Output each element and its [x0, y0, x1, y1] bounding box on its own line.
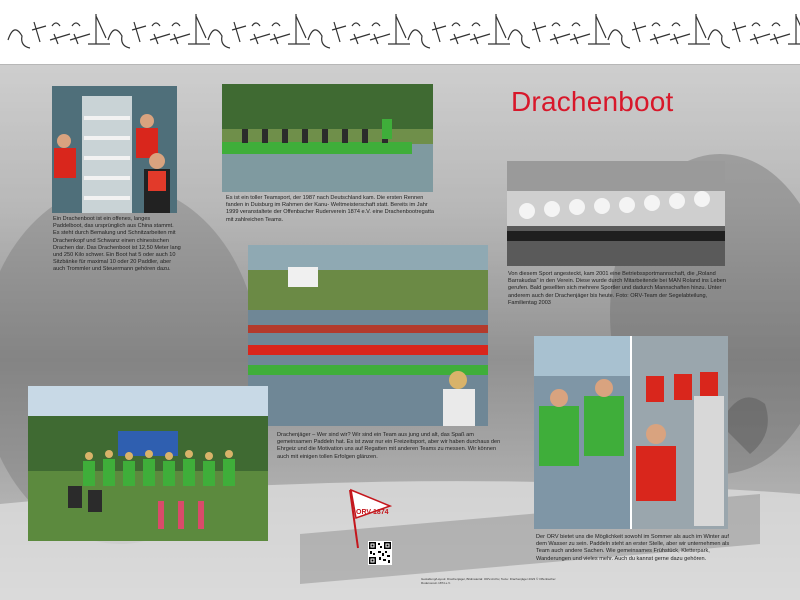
credits-text: Gestaltung/Layout: Drachenjäger, Bildmaterial: ORV-Archiv, Texte: Drachenjäger 2023 © Offenbacher Ruderverein 1874 e.V.	[421, 577, 556, 585]
photo-historic-crew	[507, 161, 725, 266]
rowing-pictogram-icon	[0, 0, 800, 64]
intro-text: Ein Drachenboot ist ein offenes, langes Paddelboot, das ursprünglich aus China stammt. Es steht durch Bemalung und Schnitzarbeiten mit Drachenkopf und Schwanz einen chinesischen Drachen dar. Das Drachenboot ist 12,50 Meter lang und 250 Kilo schwer. Ein Boot hat 5 oder auch 10 Sitzbänke für maximal 10 oder 20 Paddler, aber auch Trommler und Steuermann gehören dazu.	[53, 216, 181, 273]
header-banner	[0, 0, 800, 65]
club-history-text: Von diesem Sport angesteckt, kam 2001 eine Betriebssportmannschaft, die „Roland Barrakudas“ in den Verein. Diese wurde durch Mitarbeitende bei MAN Roland ins Leben gerufen. Bald gesellten sich mehrere Sportler und dadurch Mannschaften hinzu. Unter anderem auch der Drachenjäger bis heute. Foto: ORV-Team der Segelabteilung, Familientag 2003	[508, 271, 726, 306]
photo-team-group	[28, 386, 268, 541]
qr-code-icon[interactable]	[368, 541, 392, 565]
page-title: Drachenboot	[511, 86, 674, 117]
offer-text: Der ORV bietet uns die Möglichkeit sowohl im Sommer als auch im Winter auf dem Wasser zu sein. Paddeln steht an erster Stelle, aber wir unternehmen als Team auch andere Sachen. Wie gemeinsames Frühstück, Kletterpark, Wanderungen und vieles mehr. Auch du kannst gerne dazu gehören.	[536, 534, 730, 562]
history-text: Es ist ein toller Teamsport, der 1987 nach Deutschland kam. Die ersten Rennen fanden in Duisburg im Rahmen der Kanu- Weltmeisterschaft statt. Bereits im Jahr 1999 veranstaltete der Offenbacher Ruderverein 1874 e.V. eine Drachenbootregatta mit zahlreichen Teams.	[226, 195, 435, 223]
team-intro-text: Drachenjäger – Wer sind wir? Wir sind ein Team aus jung und alt, das Spaß am gemeinsamen Paddeln hat. Es ist zwar nur ein Freizeitsport, aber wir haben durchaus den Ehrgeiz und die Motivation uns auf Regatten mit anderen Teams zu messen. Wir können auch mit einigen tollen Erfolgen glänzen.	[277, 432, 501, 460]
logo-text: ORV 1874	[356, 509, 389, 516]
photo-regatta-race	[248, 245, 488, 426]
photo-boat-crew	[52, 86, 177, 213]
photo-river-boat	[222, 84, 433, 192]
photo-team-selfies	[534, 336, 728, 529]
